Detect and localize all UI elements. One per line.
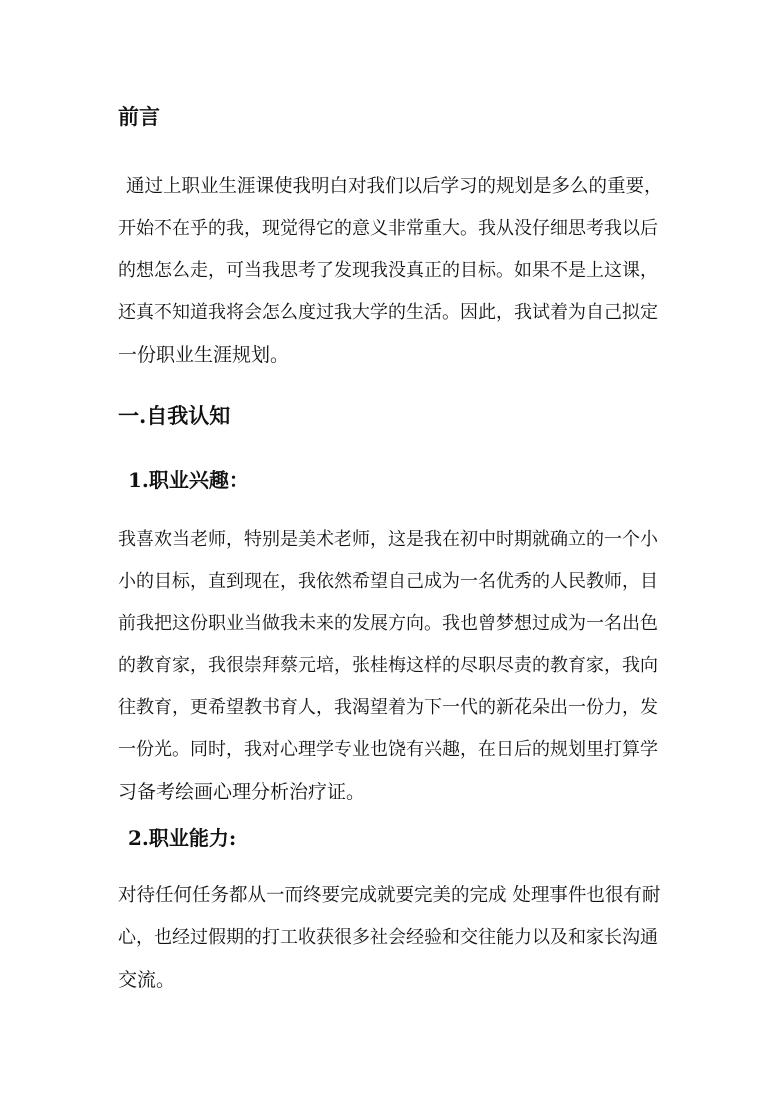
interest-line: 的教育家，我很崇拜蔡元培，张桂梅这样的尽职尽责的教育家，我向 [118, 655, 658, 676]
foreword-line: 一份职业生涯规划。 [118, 344, 290, 366]
interest-line: 前我把这份职业当做我未来的发展方向。我也曾梦想过成为一名出色 [118, 613, 658, 634]
ability-title: 2.职业能力: [128, 826, 237, 850]
ability-line: 对待任何任务都从一而终要完成就要完美的完成 处理事件也很有耐 [118, 885, 661, 906]
ability-line: 心，也经过假期的打工收获很多社会经验和交往能力以及和家长沟通 [118, 927, 658, 948]
interest-line: 习备考绘画心理分析治疗证。 [118, 781, 366, 803]
interest-line: 小的目标，直到现在，我依然希望自己成为一名优秀的人民教师，目 [118, 571, 658, 592]
foreword-line: 通过上职业生涯课使我明白对我们以后学习的规划是多么的重要， [126, 176, 663, 197]
ability-line: 交流。 [118, 969, 176, 991]
interest-line: 往教育，更希望教书育人，我渴望着为下一代的新花朵出一份力，发 [118, 697, 658, 718]
foreword-line: 的想怎么走，可当我思考了发现我没真正的目标。如果不是上这课， [118, 260, 658, 281]
foreword-title: 前言 [118, 104, 160, 129]
foreword-line: 还真不知道我将会怎么度过我大学的生活。因此，我试着为自己拟定 [118, 302, 658, 323]
section-title: 一.自我认知 [118, 403, 231, 428]
interest-title: 1.职业兴趣： [128, 468, 249, 492]
interest-line: 一份光。同时，我对心理学专业也饶有兴趣，在日后的规划里打算学 [118, 739, 658, 760]
foreword-line: 开始不在乎的我，现觉得它的意义非常重大。我从没仔细思考我以后 [118, 218, 658, 239]
interest-line: 我喜欢当老师，特别是美术老师，这是我在初中时期就确立的一个小 [118, 529, 658, 550]
